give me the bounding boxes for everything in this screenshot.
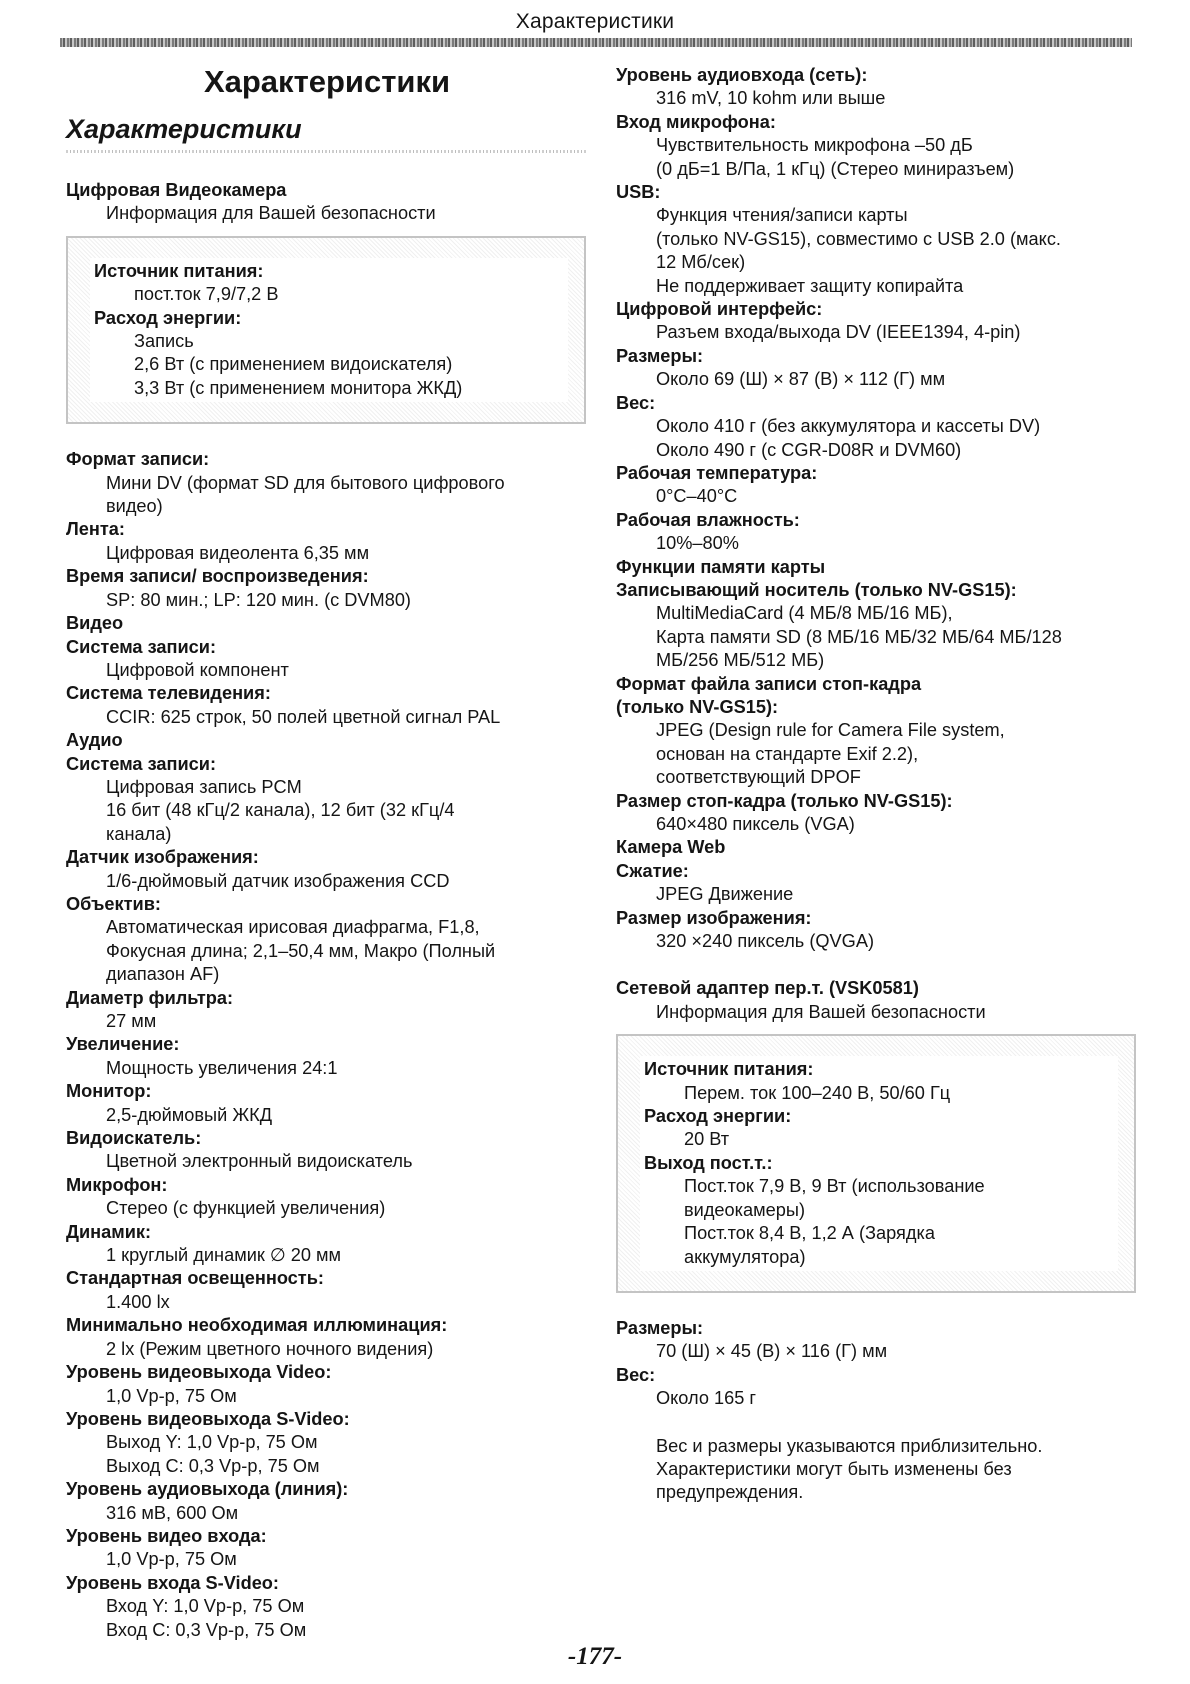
spec-label: Объектив: bbox=[66, 893, 161, 914]
spec-label: (только NV-GS15): bbox=[616, 696, 779, 717]
spec-value: 16 бит (48 кГц/2 канала), 12 бит (32 кГц/4 bbox=[106, 800, 455, 821]
adapter-consumption-value: 20 Вт bbox=[684, 1129, 730, 1150]
spec-value: канала) bbox=[106, 823, 172, 844]
camera-safety-note: Информация для Вашей безопасности bbox=[106, 203, 436, 224]
adapter-consumption-label: Расход энергии: bbox=[644, 1106, 792, 1127]
right-column bbox=[616, 64, 1136, 1505]
spec-value: 2 lx (Режим цветного ночного видения) bbox=[106, 1338, 434, 1359]
header-divider bbox=[60, 38, 1132, 47]
spec-label: Рабочая влажность: bbox=[616, 509, 800, 530]
power-consumption-line: 3,3 Вт (с применением монитора ЖКД) bbox=[134, 377, 463, 398]
spec-value: Чувствительность микрофона –50 дБ bbox=[656, 135, 973, 156]
spec-label: Сжатие: bbox=[616, 860, 689, 881]
spec-label: Монитор: bbox=[66, 1081, 152, 1102]
spec-label: Уровень аудиовыхода (линия): bbox=[66, 1479, 349, 1500]
spec-value: Разъем входа/выхода DV (IEEE1394, 4-pin) bbox=[656, 322, 1021, 343]
spec-value: 10%–80% bbox=[656, 533, 739, 554]
spec-label: Формат файла записи стоп-кадра bbox=[616, 673, 922, 694]
power-consumption-label: Расход энергии: bbox=[94, 307, 242, 328]
spec-label: Цифровой интерфейс: bbox=[616, 299, 823, 320]
spec-label: Время записи/ воспроизведения: bbox=[66, 566, 369, 587]
spec-label: Датчик изображения: bbox=[66, 847, 259, 868]
adapter-dc-output-line: аккумулятора) bbox=[684, 1246, 806, 1267]
spec-value: 2,5-дюймовый ЖКД bbox=[106, 1104, 273, 1125]
spec-value: Около 490 г (с CGR-D08R и DVM60) bbox=[656, 439, 962, 460]
spec-label: Увеличение: bbox=[66, 1034, 180, 1055]
spec-label: Динамик: bbox=[66, 1221, 152, 1242]
spec-label: Система записи: bbox=[66, 753, 217, 774]
spec-label: Диаметр фильтра: bbox=[66, 987, 234, 1008]
spec-label: Записывающий носитель (только NV-GS15): bbox=[616, 579, 1017, 600]
spec-value: 12 Мб/сек) bbox=[656, 252, 746, 273]
spec-label: Размеры: bbox=[616, 1317, 704, 1338]
spec-value: (только NV-GS15), совместимо с USB 2.0 (макс. bbox=[656, 228, 1061, 249]
note-line: предупреждения. bbox=[656, 1482, 804, 1503]
spec-label: Система записи: bbox=[66, 636, 217, 657]
spec-value: Вход C: 0,3 Vp-p, 75 Ом bbox=[106, 1619, 307, 1640]
spec-label: Вес: bbox=[616, 392, 656, 413]
page-header-title: Характеристики bbox=[515, 10, 675, 33]
spec-value: видео) bbox=[106, 496, 163, 517]
spec-value: JPEG Движение bbox=[656, 884, 794, 905]
spec-value: МБ/256 МБ/512 МБ) bbox=[656, 650, 825, 671]
spec-value: Вход Y: 1,0 Vp-p, 75 Ом bbox=[106, 1596, 305, 1617]
spec-value: Мощность увеличения 24:1 bbox=[106, 1057, 338, 1078]
spec-value: соответствующий DPOF bbox=[656, 767, 861, 788]
spec-value: 320 ×240 пиксель (QVGA) bbox=[656, 931, 875, 952]
power-source-value: пост.ток 7,9/7,2 В bbox=[134, 284, 279, 305]
spec-value: Карта памяти SD (8 МБ/16 МБ/32 МБ/64 МБ/128 bbox=[656, 626, 1062, 647]
spec-value: основан на стандарте Exif 2.2), bbox=[656, 743, 919, 764]
adapter-power-source-value: Перем. ток 100–240 В, 50/60 Гц bbox=[684, 1082, 951, 1103]
camera-safety-box bbox=[66, 236, 586, 424]
spec-value: 70 (Ш) × 45 (В) × 116 (Г) мм bbox=[656, 1341, 888, 1362]
section-divider bbox=[66, 150, 586, 153]
spec-value: Около 69 (Ш) × 87 (В) × 112 (Г) мм bbox=[656, 369, 946, 390]
spec-value: Выход C: 0,3 Vp-p, 75 Ом bbox=[106, 1455, 320, 1476]
adapter-dc-output-line: видеокамеры) bbox=[684, 1199, 805, 1220]
spec-label: Система телевидения: bbox=[66, 683, 271, 704]
spec-label: Лента: bbox=[66, 519, 125, 540]
adapter-heading: Сетевой адаптер пер.т. (VSK0581) bbox=[616, 978, 919, 999]
spec-label: Уровень видеовыхода Video: bbox=[66, 1362, 332, 1383]
spec-value: 1/6-дюймовый датчик изображения CCD bbox=[106, 870, 450, 891]
note-line: Характеристики могут быть изменены без bbox=[656, 1458, 1012, 1479]
spec-label: Размеры: bbox=[616, 345, 704, 366]
adapter-safety-box bbox=[616, 1034, 1136, 1293]
adapter-safety-note: Информация для Вашей безопасности bbox=[656, 1001, 986, 1022]
power-source-label: Источник питания: bbox=[94, 260, 264, 281]
spec-value: 316 мВ, 600 Ом bbox=[106, 1502, 239, 1523]
spec-value: Цветной электронный видоискатель bbox=[106, 1151, 413, 1172]
spec-value: 316 mV, 10 kohm или выше bbox=[656, 88, 886, 109]
spec-label: Функции памяти карты bbox=[616, 556, 826, 577]
spec-value: Функция чтения/записи карты bbox=[656, 205, 908, 226]
spec-value: JPEG (Design rule for Camera File system, bbox=[656, 720, 1005, 741]
camera-heading: Цифровая Видеокамера bbox=[66, 180, 287, 200]
spec-value: 27 мм bbox=[106, 1011, 157, 1031]
camera-spec-list-continued bbox=[616, 64, 1136, 953]
spec-value: диапазон AF) bbox=[106, 964, 220, 985]
spec-label: USB: bbox=[616, 182, 661, 203]
spec-value: SP: 80 мин.; LP: 120 мин. (с DVM80) bbox=[106, 589, 411, 610]
spec-label: Минимально необходимая иллюминация: bbox=[66, 1315, 448, 1336]
spec-label: Камера Web bbox=[616, 837, 726, 858]
spec-value: (0 дБ=1 В/Па, 1 кГц) (Стерео миниразъем) bbox=[656, 158, 1015, 179]
spec-value: 1.400 lx bbox=[106, 1291, 170, 1312]
camera-spec-list bbox=[66, 448, 586, 1642]
spec-label: Размер изображения: bbox=[616, 907, 812, 928]
spec-label: Микрофон: bbox=[66, 1174, 168, 1195]
page-number: -177- bbox=[567, 1643, 623, 1670]
spec-label: Размер стоп-кадра (только NV-GS15): bbox=[616, 790, 953, 811]
adapter-dc-output-label: Выход пост.т.: bbox=[644, 1152, 773, 1173]
page-title: Характеристики bbox=[203, 64, 451, 99]
spec-value: Выход Y: 1,0 Vp-p, 75 Ом bbox=[106, 1432, 318, 1453]
spec-value: Не поддерживает защиту копирайта bbox=[656, 275, 964, 296]
spec-value: MultiMediaCard (4 МБ/8 МБ/16 МБ), bbox=[656, 603, 953, 624]
spec-label: Стандартная освещенность: bbox=[66, 1268, 324, 1289]
spec-label: Вес: bbox=[616, 1364, 656, 1385]
power-consumption-line: 2,6 Вт (с применением видоискателя) bbox=[134, 354, 453, 375]
adapter-dc-output-line: Пост.ток 8,4 В, 1,2 А (Зарядка bbox=[684, 1223, 935, 1244]
power-consumption-line: Запись bbox=[134, 331, 194, 352]
spec-label: Рабочая температура: bbox=[616, 462, 818, 483]
spec-value: 1 круглый динамик ∅ 20 мм bbox=[106, 1245, 342, 1266]
spec-label: Уровень видеовыхода S-Video: bbox=[66, 1408, 350, 1429]
spec-value: Мини DV (формат SD для бытового цифрового bbox=[106, 472, 505, 493]
spec-value: 640×480 пиксель (VGA) bbox=[656, 814, 855, 834]
spec-label: Уровень видео входа: bbox=[66, 1525, 267, 1546]
left-column bbox=[66, 64, 586, 1642]
spec-value: CCIR: 625 строк, 50 полей цветной сигнал PAL bbox=[106, 706, 501, 727]
spec-label: Уровень входа S-Video: bbox=[66, 1572, 279, 1593]
spec-value: Фокусная длина; 2,1–50,4 мм, Макро (Полный bbox=[106, 940, 496, 961]
spec-value: Цифровая видеолента 6,35 мм bbox=[106, 542, 370, 563]
spec-label: Вход микрофона: bbox=[616, 111, 776, 132]
spec-value: Автоматическая ирисовая диафрагма, F1,8, bbox=[106, 917, 480, 938]
adapter-dc-output-line: Пост.ток 7,9 В, 9 Вт (использование bbox=[684, 1176, 985, 1197]
spec-label: Аудио bbox=[66, 730, 123, 751]
spec-label: Видоискатель: bbox=[66, 1128, 202, 1149]
spec-label: Видео bbox=[66, 613, 124, 634]
spec-value: Цифровая запись PCM bbox=[106, 776, 302, 797]
spec-label: Уровень аудиовхода (сеть): bbox=[616, 65, 868, 85]
spec-value: 0°C–40°C bbox=[656, 486, 738, 507]
spec-label: Формат записи: bbox=[66, 449, 210, 470]
spec-value: Около 410 г (без аккумулятора и кассеты DV) bbox=[656, 416, 1041, 437]
spec-value: Около 165 г bbox=[656, 1388, 757, 1409]
spec-value: 1,0 Vp-p, 75 Ом bbox=[106, 1549, 237, 1570]
note-line: Вес и размеры указываются приблизительно. bbox=[656, 1435, 1043, 1456]
spec-value: Цифровой компонент bbox=[106, 659, 289, 680]
section-title: Характеристики bbox=[66, 114, 302, 144]
adapter-power-source-label: Источник питания: bbox=[644, 1059, 814, 1080]
adapter-spec-list bbox=[616, 1317, 1136, 1411]
spec-value: Стерео (с функцией увеличения) bbox=[106, 1198, 386, 1219]
spec-value: 1,0 Vp-p, 75 Ом bbox=[106, 1385, 237, 1406]
